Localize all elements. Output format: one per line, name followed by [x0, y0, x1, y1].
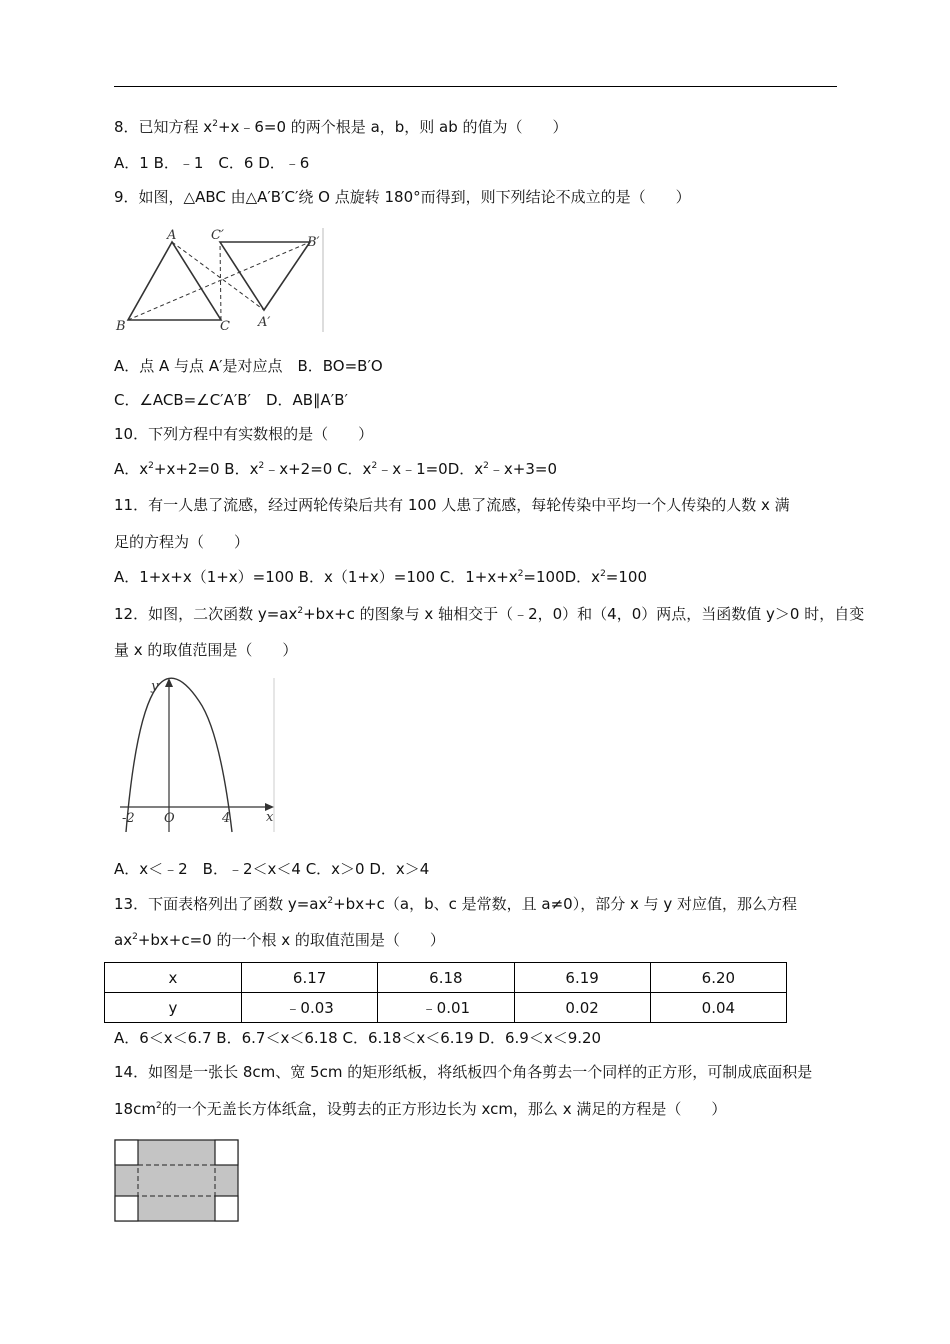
label-y: y [151, 679, 159, 694]
q12-stem-2: 量 x 的取值范围是（ ） [114, 641, 298, 659]
label-neg2: -2 [122, 811, 135, 826]
q8-stem: 8．已知方程 $x^2+x﹣6=0$ 的两个根是 a，b，则 ab 的值为（ ） [114, 118, 568, 136]
label-c-prime: C′ [211, 228, 224, 243]
parabola-curve [126, 678, 232, 832]
q14-stem-1: 14．如图是一张长 8cm、宽 5cm 的矩形纸板，将纸板四个角各剪去一个同样的正方形，可制成底面积是 [114, 1063, 813, 1081]
q9-options-2: C．∠ACB=∠C′A′B′ D．AB∥A′B′ [114, 391, 348, 409]
table-row-y [105, 993, 787, 1023]
label-b-prime: B′ [307, 235, 320, 250]
q11-options: A．1+x+x（1+x）=100 B．x（1+x）=100 C．$1+x+x^2=100D$．$x^2=100$ [114, 568, 647, 586]
q12-options: A．x＜﹣2 B．﹣2＜x＜4 C．x＞0 D．x＞4 [114, 860, 430, 878]
q12-parabola-graph [112, 676, 277, 836]
q13-stem-2: $ax^2+bx+c=0$ 的一个根 x 的取值范围是（ ） [114, 931, 445, 949]
corner-square [115, 1196, 138, 1221]
q9-options-1: A．点 A 与点 A′是对应点 B．BO=B′O [114, 357, 383, 375]
q11-stem-2: 足的方程为（ ） [114, 533, 250, 551]
corner-square [215, 1140, 238, 1165]
label-origin: O [164, 811, 175, 826]
corner-square [215, 1196, 238, 1221]
table-row-x [105, 963, 787, 993]
label-4: 4 [222, 811, 231, 826]
q13-stem-1: 13．下面表格列出了函数 $y=ax^2+bx+c(a$，b、c 是常数，且 a≠0），部分 x 与 y 对应值，那么方程 [114, 895, 798, 913]
q9-rotation-figure [112, 226, 327, 336]
q10-options: A．$x^2+x+2=0$ B．$x^2﹣x+2=0$ C．$x^2﹣x﹣1=0D$．$x^2﹣x+3=0$ [114, 460, 557, 478]
table-cell: 0.04 [650, 993, 786, 1023]
q14-cardboard-figure [114, 1139, 242, 1225]
corner-square [115, 1140, 138, 1165]
label-x: x [266, 810, 274, 825]
table-cell: ﹣0.03 [242, 993, 378, 1023]
q11-stem-1: 11．有一人患了流感，经过两轮传染后共有 100 人患了流感，每轮传染中平均一个人传染的人数 x 满 [114, 496, 790, 514]
label-a: A [167, 228, 177, 243]
table-cell: y [105, 993, 242, 1023]
q8-options: A．1 B．﹣1 C．6 D．﹣6 [114, 154, 310, 172]
table-cell: 6.18 [378, 963, 514, 993]
q12-stem-1: 12．如图，二次函数 $y=ax^2+bx+c$ 的图象与 x 轴相交于（﹣2，0）和（4，0）两点，当函数值 y＞0 时，自变 [114, 605, 865, 623]
table-cell: 6.17 [242, 963, 378, 993]
label-a-prime: A′ [258, 315, 271, 330]
table-cell: 0.02 [514, 993, 650, 1023]
table-cell: ﹣0.01 [378, 993, 514, 1023]
header-rule [114, 86, 837, 87]
label-b: B [116, 319, 126, 334]
table-cell: 6.19 [514, 963, 650, 993]
q10-stem: 10．下列方程中有实数根的是（ ） [114, 425, 374, 443]
q13-options: A．6＜x＜6.7 B．6.7＜x＜6.18 C．6.18＜x＜6.19 D．6.9＜x＜9.20 [114, 1029, 602, 1047]
table-cell: 6.20 [650, 963, 786, 993]
q14-stem-2: $18cm^2$的一个无盖长方体纸盒，设剪去的正方形边长为 xcm，那么 x 满足的方程是（ ） [114, 1100, 727, 1118]
table-cell: x [105, 963, 242, 993]
q13-value-table [104, 962, 787, 1023]
q9-stem: 9．如图，△ABC 由△A′B′C′绕 O 点旋转 180°而得到，则下列结论不成立的是（ ） [114, 188, 691, 206]
label-c: C [220, 319, 230, 334]
